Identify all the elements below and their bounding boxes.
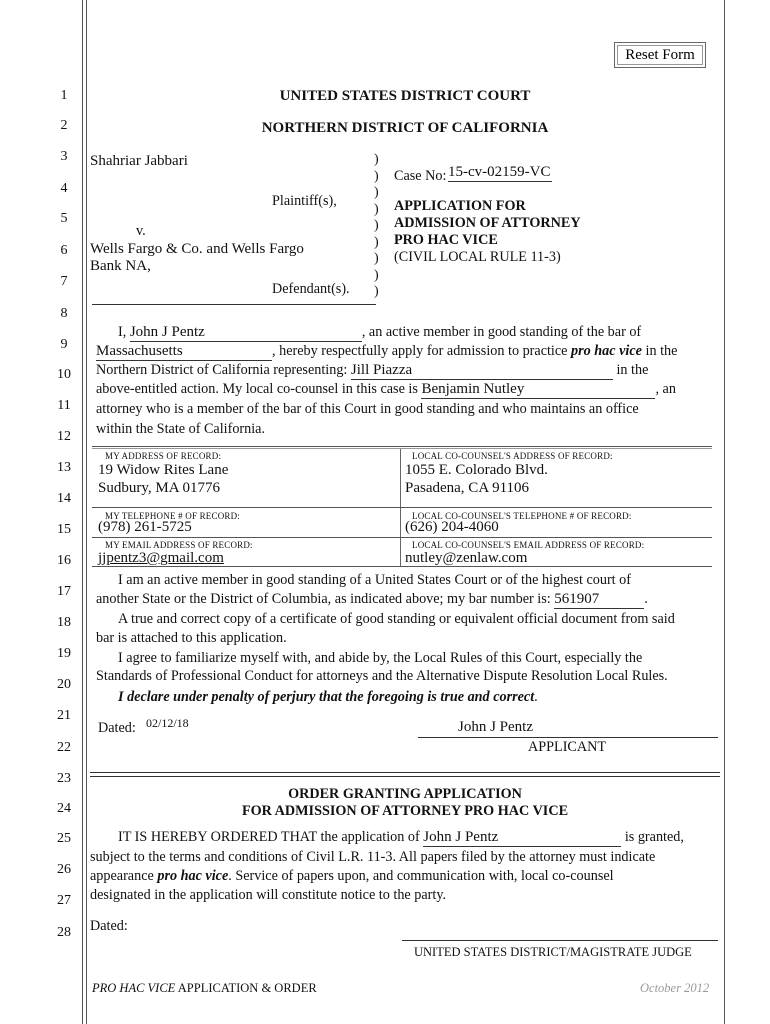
reset-form-button[interactable]: Reset Form bbox=[614, 42, 706, 68]
application-title-4: (CIVIL LOCAL RULE 11-3) bbox=[394, 249, 561, 265]
margin-rule-left bbox=[82, 0, 83, 1024]
case-no-label: Case No: bbox=[394, 168, 447, 184]
statement-2b: bar is attached to this application. bbox=[96, 630, 287, 646]
line-number: 28 bbox=[57, 925, 71, 940]
applicant-signature-field[interactable]: John J Pentz bbox=[458, 719, 533, 735]
line-number: 16 bbox=[57, 553, 71, 568]
defendant-name-line2[interactable]: Bank NA, bbox=[90, 258, 151, 274]
statement-1b: another State or the District of Columbia, as indicated above; my bar number is: 561907 . bbox=[96, 591, 648, 607]
line-number: 20 bbox=[57, 677, 71, 692]
court-district: NORTHERN DISTRICT OF CALIFORNIA bbox=[261, 120, 549, 136]
dated-label: Dated: bbox=[98, 720, 136, 736]
line-number: 26 bbox=[57, 862, 71, 877]
line-number: 12 bbox=[57, 429, 71, 444]
bar-state-field[interactable]: Massachusetts bbox=[96, 343, 272, 361]
line-number: 6 bbox=[60, 243, 68, 258]
statement-3a: I agree to familiarize myself with, and abide by, the Local Rules of this Court, especially the bbox=[118, 650, 643, 666]
cc-email-label: LOCAL CO-COUNSEL'S EMAIL ADDRESS OF RECORD: bbox=[412, 540, 645, 550]
app-line-5: attorney who is a member of the bar of this Court in good standing and who maintains an office bbox=[96, 401, 639, 417]
order-line-4: designated in the application will constitute notice to the party. bbox=[90, 887, 447, 903]
contact-top-rule bbox=[92, 446, 712, 447]
order-line-3: appearance pro hac vice. Service of papers upon, and communication with, local co-counsel bbox=[90, 868, 614, 884]
line-number: 2 bbox=[60, 118, 68, 133]
app-line-4: above-entitled action. My local co-counsel in this case is Benjamin Nutley , an bbox=[96, 381, 676, 397]
order-line-1: IT IS HEREBY ORDERED THAT the application of John J Pentz is granted, bbox=[118, 829, 684, 845]
case-number-field[interactable]: 15-cv-02159-VC bbox=[448, 164, 551, 180]
line-number: 24 bbox=[57, 801, 71, 816]
line-number: 11 bbox=[57, 398, 71, 413]
defendant-name-line1[interactable]: Wells Fargo & Co. and Wells Fargo bbox=[90, 241, 304, 257]
versus-label: v. bbox=[136, 223, 146, 239]
line-number: 23 bbox=[57, 771, 71, 786]
my-address-line1[interactable]: 19 Widow Rites Lane bbox=[98, 462, 229, 478]
application-title-3: PRO HAC VICE bbox=[394, 232, 498, 248]
judge-signature-rule bbox=[402, 940, 718, 941]
my-address-line2[interactable]: Sudbury, MA 01776 bbox=[98, 480, 220, 496]
order-separator-2 bbox=[90, 776, 720, 777]
cc-address-line1[interactable]: 1055 E. Colorado Blvd. bbox=[405, 462, 548, 478]
cc-email-field[interactable]: nutley@zenlaw.com bbox=[405, 550, 528, 566]
line-number: 7 bbox=[60, 274, 68, 289]
line-number: 9 bbox=[60, 337, 68, 352]
my-address-label: MY ADDRESS OF RECORD: bbox=[105, 451, 222, 461]
line-number: 10 bbox=[57, 367, 71, 382]
my-email-field[interactable]: jjpentz3@gmail.com bbox=[98, 550, 224, 566]
order-title-1: ORDER GRANTING APPLICATION bbox=[288, 786, 522, 802]
defendant-label: Defendant(s). bbox=[272, 281, 350, 297]
representing-field[interactable]: Jill Piazza bbox=[351, 362, 613, 380]
contact-rule-3 bbox=[92, 537, 712, 538]
line-number: 19 bbox=[57, 646, 71, 661]
line-number: 17 bbox=[57, 584, 71, 599]
line-number: 18 bbox=[57, 615, 71, 630]
line-number: 25 bbox=[57, 831, 71, 846]
co-counsel-field[interactable]: Benjamin Nutley bbox=[421, 381, 655, 399]
line-number: 1 bbox=[60, 88, 68, 103]
cc-phone-label: LOCAL CO-COUNSEL'S TELEPHONE # OF RECORD: bbox=[412, 511, 632, 521]
line-number: 8 bbox=[60, 306, 68, 321]
line-number: 14 bbox=[57, 491, 71, 506]
margin-rule-left-inner bbox=[86, 0, 87, 1024]
plaintiff-label: Plaintiff(s), bbox=[272, 193, 337, 209]
application-title-1: APPLICATION FOR bbox=[394, 198, 526, 214]
application-title-2: ADMISSION OF ATTORNEY bbox=[394, 215, 581, 231]
line-number: 13 bbox=[57, 460, 71, 475]
app-line-6: within the State of California. bbox=[96, 421, 266, 437]
cc-address-label: LOCAL CO-COUNSEL'S ADDRESS OF RECORD: bbox=[412, 451, 613, 461]
footer-title: PRO HAC VICE APPLICATION & ORDER bbox=[92, 981, 317, 995]
statement-3b: Standards of Professional Conduct for attorneys and the Alternative Dispute Resolution Local Rules. bbox=[96, 668, 668, 684]
signature-rule bbox=[418, 737, 718, 738]
declaration: I declare under penalty of perjury that the foregoing is true and correct. bbox=[118, 689, 538, 705]
my-phone-field[interactable]: (978) 261-5725 bbox=[98, 519, 192, 535]
order-line-2: subject to the terms and conditions of Civil L.R. 11-3. All papers filed by the attorney must indicate bbox=[90, 849, 656, 865]
footer-date: October 2012 bbox=[640, 981, 710, 995]
line-number: 5 bbox=[60, 211, 68, 226]
line-number: 21 bbox=[57, 708, 71, 723]
line-number: 22 bbox=[57, 740, 71, 755]
order-attorney-name-field[interactable]: John J Pentz bbox=[423, 829, 621, 847]
app-line-3: Northern District of California representing: Jill Piazza in the bbox=[96, 362, 649, 378]
line-number: 4 bbox=[60, 181, 68, 196]
contact-rule-2 bbox=[92, 507, 712, 508]
app-line-2: Massachusetts , hereby respectfully apply for admission to practice pro hac vice in the bbox=[96, 343, 678, 359]
line-number: 3 bbox=[60, 149, 68, 164]
cc-address-line2[interactable]: Pasadena, CA 91106 bbox=[405, 480, 530, 496]
caption-rule bbox=[92, 304, 376, 305]
my-email-label: MY EMAIL ADDRESS OF RECORD: bbox=[105, 540, 253, 550]
order-dated-label: Dated: bbox=[90, 918, 128, 934]
cc-phone-field[interactable]: (626) 204-4060 bbox=[405, 519, 499, 535]
attorney-name-field[interactable]: John J Pentz bbox=[130, 324, 362, 342]
statement-2a: A true and correct copy of a certificate of good standing or equivalent official document from said bbox=[118, 611, 675, 627]
margin-rule-right bbox=[724, 0, 725, 1024]
caption-parens: ) ) ) ) ) ) ) ) ) bbox=[374, 152, 379, 299]
applicant-label: APPLICANT bbox=[528, 739, 607, 755]
app-line-1: I, John J Pentz , an active member in good standing of the bar of bbox=[118, 324, 642, 340]
line-number: 27 bbox=[57, 893, 71, 908]
bar-number-field[interactable]: 561907 bbox=[554, 591, 644, 609]
date-field[interactable]: 02/12/18 bbox=[146, 716, 189, 730]
my-phone-label: MY TELEPHONE # OF RECORD: bbox=[105, 511, 241, 521]
contact-divider bbox=[400, 449, 401, 567]
order-separator-1 bbox=[90, 772, 720, 773]
court-title: UNITED STATES DISTRICT COURT bbox=[279, 88, 531, 104]
statement-1a: I am an active member in good standing of a United States Court or of the highest court of bbox=[118, 572, 631, 588]
contact-top-rule-2 bbox=[92, 448, 712, 449]
plaintiff-name[interactable]: Shahriar Jabbari bbox=[90, 153, 188, 169]
judge-label: UNITED STATES DISTRICT/MAGISTRATE JUDGE bbox=[414, 945, 692, 959]
line-number: 15 bbox=[57, 522, 71, 537]
order-title-2: FOR ADMISSION OF ATTORNEY PRO HAC VICE bbox=[241, 803, 569, 819]
